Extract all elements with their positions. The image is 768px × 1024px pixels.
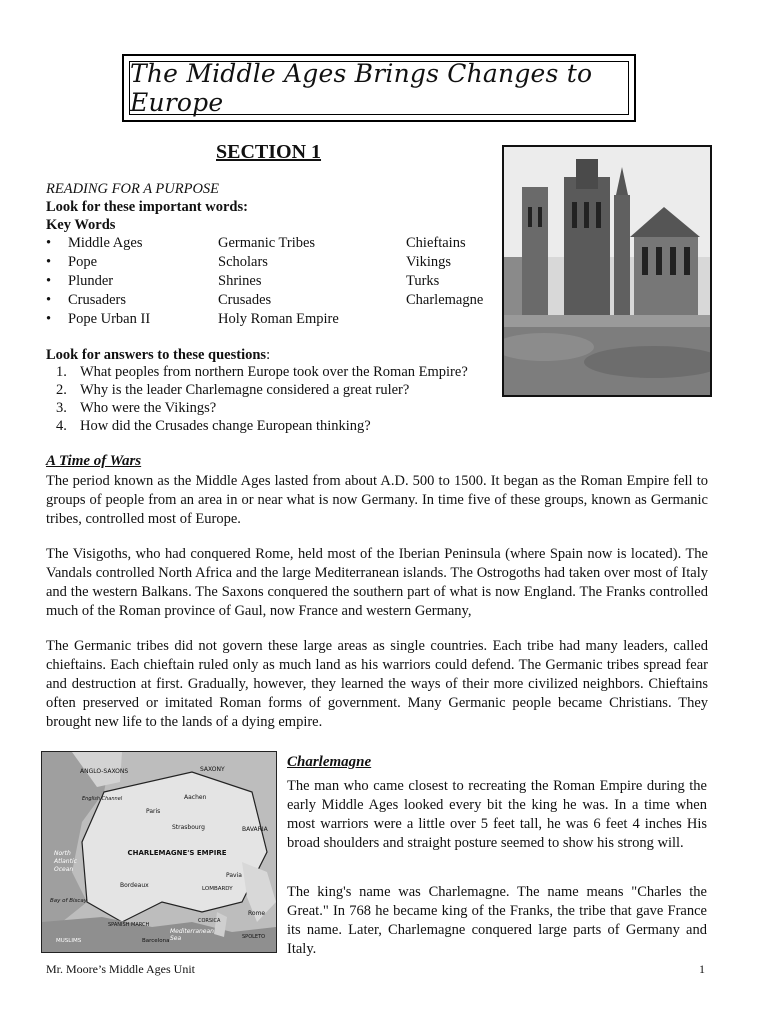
key-word: Scholars — [218, 254, 268, 270]
question-item: 1. What peoples from northern Europe took over the Roman Empire? — [56, 364, 468, 380]
key-word: Middle Ages — [68, 235, 143, 251]
map-label: Paris — [146, 808, 161, 815]
bullet-icon: • — [46, 292, 52, 308]
cathedral-image — [502, 145, 712, 397]
question-item: 4. How did the Crusades change European thinking? — [56, 418, 371, 434]
page-title: The Middle Ages Brings Changes to Europe — [130, 59, 593, 117]
key-word: Crusades — [218, 292, 272, 308]
reading-purpose-label: READING FOR A PURPOSE — [46, 181, 220, 197]
section-heading: SECTION 1 — [216, 141, 322, 163]
map-label: Bordeaux — [120, 882, 149, 889]
map-label: SPOLETO — [242, 934, 266, 940]
key-word: Crusaders — [68, 292, 126, 308]
charlemagne-empire-map — [41, 751, 277, 953]
bullet-icon: • — [46, 254, 52, 270]
key-word: Pope Urban II — [68, 311, 151, 327]
time-of-wars-paragraph-1: The period known as the Middle Ages lasted from about A.D. 500 to 1500. It began as the Roman Empire fell to groups of people from an area in or near what is now Germany. In time five of these groups, known as Germanic tribes, controlled most of Europe. — [46, 473, 708, 527]
key-word: Germanic Tribes — [218, 235, 316, 251]
charlemagne-heading: Charlemagne — [287, 754, 372, 770]
questions-label-text: Look for answers to these questions — [46, 347, 267, 363]
map-label: Bay of Biscay — [50, 898, 88, 904]
key-words-label: Key Words — [46, 217, 116, 233]
cathedral-drawing — [504, 147, 710, 395]
map-label: Strasbourg — [172, 824, 205, 831]
map-label: English Channel — [82, 796, 123, 802]
key-word: Vikings — [406, 254, 452, 270]
map-label: Rome — [248, 910, 266, 917]
key-word: Shrines — [218, 273, 262, 289]
time-of-wars-heading: A Time of Wars — [46, 453, 142, 469]
map-label: SAXONY — [200, 766, 225, 773]
map-label: Barcelona — [142, 938, 170, 944]
key-words-row — [46, 235, 516, 254]
map-label: CORSICA — [198, 918, 221, 924]
bullet-icon: • — [46, 235, 52, 251]
key-word: Holy Roman Empire — [218, 311, 339, 327]
key-word: Chieftains — [406, 235, 466, 251]
title-frame — [122, 54, 636, 122]
key-word: Pope — [68, 254, 97, 270]
key-word: Charlemagne — [406, 292, 484, 308]
key-words-row — [46, 254, 516, 273]
map-label: ANGLO-SAXONS — [80, 768, 129, 775]
title-inner-frame — [129, 61, 629, 115]
bullet-icon: • — [46, 273, 52, 289]
key-words-row — [46, 273, 516, 292]
footer-text: Mr. Moore’s Middle Ages Unit — [46, 962, 195, 976]
time-of-wars-paragraph-3: The Germanic tribes did not govern these large areas as single countries. Each tribe had many leaders, called chieftains. Each chieftain ruled only as much land as his warriors could defend. The Germanic tribes spread fear and destruction at first. Gradually, however, they learned the ways of their more civilized neighbors. Chieftains often preserved or imitated Roman forms of government. Many Germanic people became Christians. They brought new life to the lands of a dying empire. — [46, 638, 708, 730]
key-words-row — [46, 292, 516, 311]
map-label: LOMBARDY — [202, 886, 233, 892]
map-label: CHARLEMAGNE'S EMPIRE — [127, 849, 227, 857]
map-label: BAVARIA — [242, 826, 268, 833]
questions-label-colon: : — [266, 347, 271, 363]
map-label: Aachen — [184, 794, 207, 801]
bullet-icon: • — [46, 311, 52, 327]
questions-label — [46, 346, 270, 365]
charlemagne-paragraph-1: The man who came closest to recreating the Roman Empire during the early Middle Ages looked every bit the king he was. In a time when most warriors were a little over 5 feet tall, he was 6 feet 4 inches His broad shoulders and straight posture seemed to show his strong will. — [287, 778, 707, 851]
map-label: Pavia — [226, 872, 242, 879]
page-number: 1 — [699, 962, 705, 976]
key-word: Turks — [406, 273, 440, 289]
look-words-label: Look for these important words: — [46, 199, 248, 215]
charlemagne-paragraph-2: The king's name was Charlemagne. The name means "Charles the Great." In 768 he became king of the Franks, the tribe that gave France its name. Later, Charlemagne conquered large parts of Germany and Italy. — [287, 884, 707, 957]
map-label: North Atlantic Ocean — [54, 850, 77, 873]
key-words-row — [46, 311, 516, 330]
map-label: MUSLIMS — [56, 938, 82, 944]
question-item: 2. Why is the leader Charlemagne considered a great ruler? — [56, 382, 410, 398]
question-item: 3. Who were the Vikings? — [56, 400, 217, 416]
map-label: SPANISH MARCH — [108, 922, 150, 928]
time-of-wars-paragraph-2: The Visigoths, who had conquered Rome, held most of the Iberian Peninsula (where Spain now is located). The Vandals controlled North Africa and the large Mediterranean islands. The Ostrogoths had taken over most of Italy and the western Balkans. The Saxons conquered the southern part of what is now England. The Franks controlled much of the Roman province of Gaul, now France and western Germany, — [46, 546, 708, 619]
key-word: Plunder — [68, 273, 114, 289]
map-label: Mediterranean Sea — [170, 928, 214, 942]
